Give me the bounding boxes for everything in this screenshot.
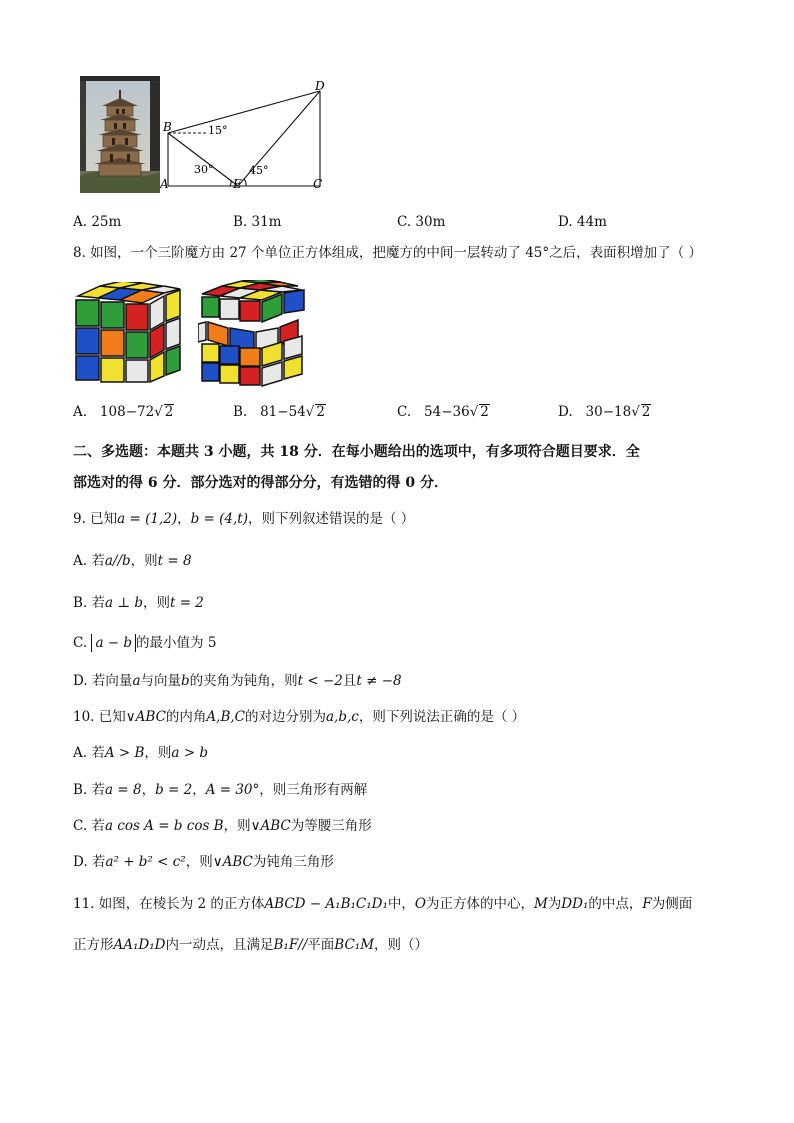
rubiks-cube-solved [70,282,184,384]
label-E: E [233,177,242,191]
q10-option-b: B. 若a = 8，b = 2，A = 30°，则三角形有两解 [73,782,368,798]
pagoda-photo [80,76,160,193]
section2-heading-line2: 部选对的得 6 分．部分选对的得部分分，有选错的得 0 分． [73,475,448,491]
q9-option-d: D. 若向量a与向量b的夹角为钝角，则t < −2且t ≠ −8 [73,673,402,689]
q10-option-a: A. 若A > B，则a > b [73,745,209,761]
q7-option-b: B. 31m [233,214,282,230]
label-D: D [315,79,325,93]
q9-option-b: B. 若a ⊥ b，则t = 2 [73,595,204,611]
q7-option-c: C. 30m [397,214,446,230]
angle-30: 30° [194,163,214,176]
label-B: B [163,120,172,134]
q8-stem: 8. 如图，一个三阶魔方由 27 个单位正方体组成，把魔方的中间一层转动了 45°之后，表面积增加了（ ） [73,245,702,261]
rubiks-cube-twisted [198,280,310,388]
q9-option-a: A. 若a//b，则t = 8 [73,553,192,569]
angle-45: 45° [249,164,269,177]
geometry-figure [160,76,340,196]
section2-heading-line1: 二、多选题：本题共 3 小题，共 18 分．在每小题给出的选项中，有多项符合题目要求．全 [73,444,640,460]
label-A: A [160,177,169,191]
q10-option-c: C. 若a cos A = b cos B，则∨ABC为等腰三角形 [73,818,372,834]
label-C: C [313,177,323,191]
q11-stem-line2: 正方形AA₁D₁D内一动点，且满足B₁F//平面BC₁M，则（） [73,937,429,953]
q8-option-a: A. 108−72√ 2 [73,404,174,420]
angle-15: 15° [208,124,228,137]
q8-option-c: C. 54−36√ 2 [397,404,489,420]
q11-stem-line1: 11. 如图，在棱长为 2 的正方体ABCD − A₁B₁C₁D₁中，O为正方体的中心，M为DD₁的中点，F为侧面 [73,896,693,912]
q9-stem: 9. 已知a = (1,2)，b = (4,t)，则下列叙述错误的是（ ） [73,511,415,527]
q10-option-d: D. 若a² + b² < c²，则∨ABC为钝角三角形 [73,854,334,870]
q10-stem: 10. 已知∨ABC的内角A,B,C的对边分别为a,b,c，则下列说法正确的是（ ） [73,709,526,725]
q8-option-b: B. 81−54√ 2 [233,404,325,420]
q7-option-d: D. 44m [558,214,607,230]
q9-option-c: C. a − b 的最小值为 5 [73,635,217,651]
q7-option-a: A. 25m [73,214,122,230]
q8-option-d: D. 30−18√ 2 [558,404,651,420]
